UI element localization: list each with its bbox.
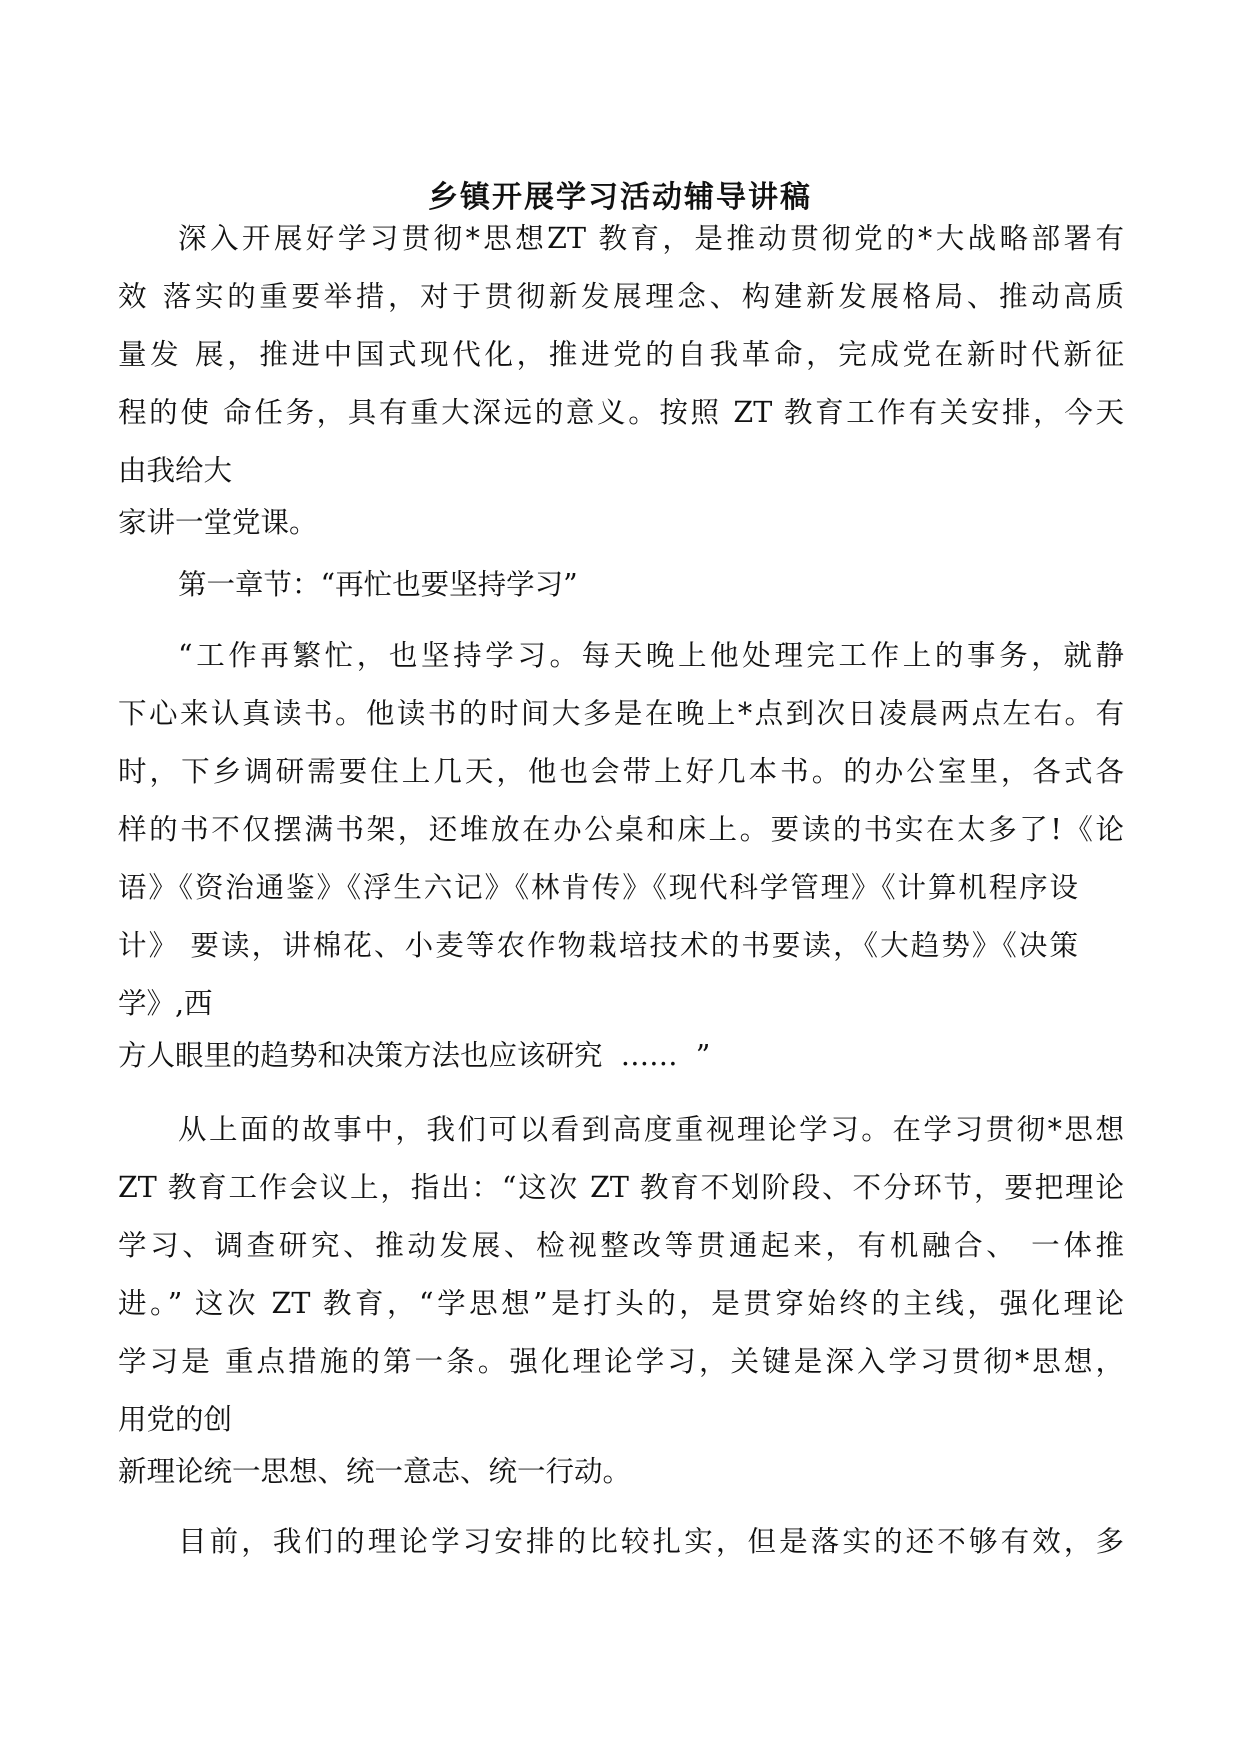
text-line: 目前，我们的理论学习安排的比较扎实，但是落实的还不够有效，多 — [178, 1525, 1124, 1558]
text-line: 由我给大 — [118, 454, 233, 487]
text-line: 新理论统一思想、统一意志、统一行动。 — [118, 1455, 632, 1488]
text-line: 学》,西 — [118, 987, 213, 1020]
text-line: 程的使 命任务，具有重大深远的意义。按照 ZT 教育工作有关安排，今天 — [118, 396, 1124, 429]
text-line: 深入开展好学习贯彻*思想ZT 教育，是推动贯彻党的*大战略部署有 — [178, 222, 1124, 255]
text-line: ZT 教育工作会议上，指出：“这次 ZT 教育不划阶段、不分环节，要把理论 — [118, 1171, 1124, 1204]
text-line: “工作再繁忙，也坚持学习。每天晚上他处理完工作上的事务，就静 — [178, 639, 1124, 672]
text-line: 从上面的故事中，我们可以看到高度重视理论学习。在学习贯彻*思想 — [178, 1113, 1124, 1146]
text-line: 家讲一堂党课。 — [118, 506, 318, 539]
text-line: 计》 要读，讲棉花、小麦等农作物栽培技术的书要读，《大趋势》《决策 — [118, 929, 1078, 962]
section-heading: 第一章节：“再忙也要坚持学习” — [178, 568, 578, 601]
text-line: 效 落实的重要举措，对于贯彻新发展理念、构建新发展格局、推动高质 — [118, 280, 1124, 313]
text-line: 时，下乡调研需要住上几天，他也会带上好几本书。的办公室里，各式各 — [118, 755, 1124, 788]
text-line: 学习是 重点措施的第一条。强化理论学习，关键是深入学习贯彻*思想， — [118, 1345, 1124, 1378]
text-line: 量发 展，推进中国式现代化，推进党的自我革命，完成党在新时代新征 — [118, 338, 1124, 371]
text-line: 语》《资治通鉴》《浮生六记》《林肯传》《现代科学管理》《计算机程序设 — [118, 871, 1078, 904]
text-line: 用党的创 — [118, 1403, 233, 1436]
text-line: 进。” 这次 ZT 教育，“学思想”是打头的，是贯穿始终的主线，强化理论 — [118, 1287, 1124, 1320]
text-line: 学习、调查研究、推动发展、检视整改等贯通起来，有机融合、 一体推 — [118, 1229, 1124, 1262]
text-line: 下心来认真读书。他读书的时间大多是在晚上*点到次日凌晨两点左右。有 — [118, 697, 1124, 730]
text-line: 方人眼里的趋势和决策方法也应该研究 …… ” — [118, 1039, 711, 1072]
document-title: 乡镇开展学习活动辅导讲稿 — [428, 180, 812, 215]
text-line: 样的书不仅摆满书架，还堆放在办公桌和床上。要读的书实在太多了!《论 — [118, 813, 1124, 846]
